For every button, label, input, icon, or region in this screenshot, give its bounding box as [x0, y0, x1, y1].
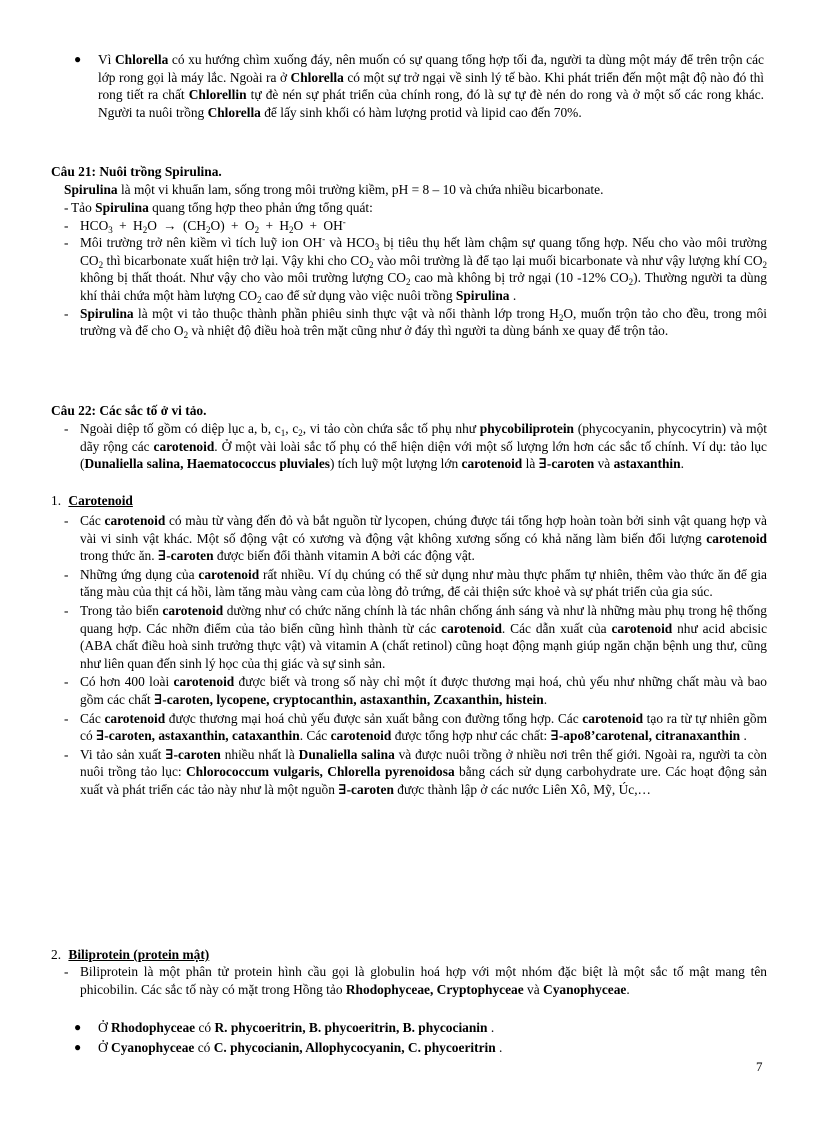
- subscript: 2: [289, 224, 294, 235]
- bold-term: Chlorella: [290, 69, 344, 85]
- subscript: 3: [108, 224, 113, 235]
- subscript: 2: [98, 259, 104, 270]
- dash-marker: -: [64, 513, 69, 528]
- text-run: thì bicarbonate xuất hiện trở lại. Vậy khi cho CO: [103, 252, 369, 268]
- text-run: ). Thường người ta dùng khí thải chứa một hàm lượng CO: [80, 270, 767, 303]
- text-run: .: [495, 1039, 503, 1055]
- bold-term: Rhodophyceae, Cryptophyceae: [345, 981, 524, 997]
- subscript: 2: [254, 224, 260, 235]
- text-run: O → (CH: [147, 217, 207, 233]
- text-run: bị tiêu thụ hết làm chậm sự quang tổng hợp. Nếu cho vào môi trường CO: [80, 235, 767, 268]
- list-item-text: [80, 512, 767, 565]
- subscript: 2: [628, 277, 634, 288]
- section-1-list: [64, 512, 767, 799]
- bold-term: carotenoid: [198, 566, 260, 582]
- section-2-heading: [51, 946, 209, 964]
- bold-term: Spirulina: [455, 287, 510, 303]
- q21-lead-text: [64, 181, 764, 199]
- text-run: ) tích luỹ một lượng lớn: [329, 456, 462, 472]
- bold-term: Spirulina: [80, 305, 134, 321]
- section-2-bullets: [74, 1019, 764, 1056]
- text-run: .: [740, 728, 747, 744]
- text-run: cao để sử dụng vào việc nuôi trồng: [261, 287, 456, 303]
- text-run: dường như có chức năng chính là tác nhân chống ánh sáng và như là những màu phụ trong hệ thống quang hợp. Các nhỡn điểm của tảo biển cũng hình thành từ các: [80, 602, 767, 636]
- text-run: HCO: [80, 217, 109, 233]
- text-run: cao mà không bị trở ngại (10 -12% CO: [410, 270, 629, 286]
- bullet-text: [98, 1039, 764, 1057]
- text-run: .: [543, 691, 548, 707]
- text-run: được thành lập ở các nước Liên Xô, Mỹ, Úc,…: [393, 781, 651, 797]
- bold-term: Chlorella: [115, 52, 169, 67]
- text-run: có: [194, 1039, 214, 1055]
- bold-term: ∃-caroten, lycopene, cryptocanthin, astaxanthin, Zcaxanthin, histein: [153, 691, 544, 707]
- text-run: Môi trường trở nên kiềm vì tích luỹ ion OH: [80, 235, 323, 251]
- bold-term: ∃-caroten: [338, 781, 394, 797]
- text-run: được thương mại hoá chủ yếu được sản xuất bằng con đường tổng hợp. Các: [165, 710, 583, 726]
- bold-term: carotenoid: [153, 438, 215, 454]
- text-run: Ở: [98, 1020, 112, 1035]
- text-run: và: [523, 981, 544, 997]
- list-item: [64, 234, 767, 304]
- text-run: có: [195, 1020, 215, 1035]
- bold-term: carotenoid: [461, 456, 523, 472]
- list-item-text: [71, 199, 767, 217]
- dash-marker: -: [64, 421, 69, 436]
- dash-marker: -: [64, 746, 69, 762]
- bold-term: Spirulina: [95, 200, 149, 215]
- superscript: -: [322, 234, 326, 245]
- heading-cau-22: Câu 22: Các sắc tố ở vi tảo.: [51, 403, 207, 418]
- bold-term: astaxanthin: [613, 456, 681, 472]
- bold-term: Cyanophyceae: [111, 1039, 195, 1055]
- bold-term: C. phycocianin, Allophycocyanin, C. phycoeritrin: [213, 1039, 496, 1055]
- dash-marker: -: [64, 200, 69, 215]
- text-run: có màu từ vàng đến đỏ và bắt nguồn từ lycopen, chúng được tái tổng hợp hoàn toàn bởi sinh vật quang hợp và vài vi sinh vật khác. Một số động vật có xương và động vật không xương sống có khả năng làm biến đổi lượng: [80, 513, 767, 546]
- text-run: Vi tảo sản xuất: [80, 746, 166, 762]
- bold-term: carotenoid: [611, 620, 673, 636]
- intro-paragraph: [98, 51, 764, 121]
- text-run: O) + O: [210, 217, 255, 233]
- dash-marker: -: [64, 235, 69, 251]
- list-item-text: [80, 746, 767, 799]
- text-run: được tổng hợp như các chất:: [391, 728, 551, 744]
- text-run: .: [509, 287, 517, 303]
- list-item: [64, 746, 767, 799]
- bold-term: carotenoid: [162, 602, 224, 618]
- text-run: . Các: [299, 728, 331, 744]
- subscript: 2: [298, 428, 303, 438]
- text-run: không bị thất thoát. Như vậy cho vào môi trường lượng CO: [80, 270, 406, 286]
- list-item-text: [80, 602, 767, 672]
- dash-marker: -: [64, 566, 69, 582]
- text-run: Vì: [98, 52, 115, 67]
- bold-term: carotenoid: [706, 530, 767, 546]
- list-item-text: [80, 710, 767, 745]
- q21-lead: [64, 181, 764, 199]
- bold-term: carotenoid: [104, 710, 166, 726]
- list-item-text: [80, 963, 767, 998]
- text-run: là một vi khuẩn lam, sống trong môi trường kiềm, pH = 8 – 10 và chứa nhiều bicarbonate.: [117, 182, 604, 197]
- text-run: trong thức ăn.: [80, 548, 158, 564]
- subscript: 2: [183, 330, 189, 341]
- page-number: 7: [756, 1059, 763, 1074]
- section-number: 2.: [51, 947, 62, 962]
- text-run: , c: [285, 421, 299, 436]
- text-run: bằng cách sử dụng carbohydrate ure. Các hoạt động sản xuất và phát triển các tảo này như là một nguồn: [80, 764, 767, 797]
- intro-bullet-item: [74, 51, 764, 121]
- bold-term: R. phycoeritrin, B. phycoeritrin, B. phycocianin: [214, 1020, 488, 1035]
- text-run: .: [626, 981, 630, 997]
- text-run: O + OH: [293, 217, 343, 233]
- dash-marker: -: [64, 964, 69, 979]
- text-run: Biliprotein là một phân tử protein hình cầu gọi là globulin hoá hợp với một nhóm đặc biệt là một sắc tố mật mang tên phicobilin. Các sắc tố này có mặt trong Hồng tảo: [80, 964, 767, 997]
- subscript: 3: [374, 242, 380, 253]
- text-run: được biết và trong số này chỉ một ít được thương mại hoá, chủ yếu như những chất màu và bao gồm các chất: [80, 674, 768, 707]
- subscript: 2: [405, 277, 411, 288]
- bold-term: ∃-caroten: [165, 746, 221, 762]
- list-item: [64, 673, 767, 708]
- text-run: và được nuôi trồng ở nhiều nơi trên thế giới. Ngoài ra, người ta còn nuôi trồng tảo lục:: [80, 746, 767, 780]
- text-run: Trong tảo biển: [80, 602, 163, 618]
- bold-term: Chlorococcum vulgaris, Chlorella pyrenoidosa: [186, 764, 455, 780]
- text-run: như acid abcisic (ABA chất điều hoà sinh trưởng thực vật) và vitamin A (chất retinol) cũng hoạt động mạnh giúp ngăn chặn bệnh ung thư, cũng như liên quan đến sinh lý học của thị giác và sự sinh sản.: [80, 620, 768, 671]
- bold-term: ∃-apo8’carotenal, citranaxanthin: [550, 728, 741, 744]
- reaction-equation: [80, 217, 767, 235]
- text-run: tự đè nén sự phát triển của chính rong, đó là sự tự đè nén do rong và ở một số các rong khác. Người ta nuôi trồng: [98, 87, 764, 120]
- section-title: Biliprotein (protein mật): [68, 947, 210, 962]
- subscript: 2: [257, 294, 262, 305]
- bullet-marker: ●: [74, 52, 82, 66]
- text-run: Những ứng dụng của: [80, 566, 199, 582]
- q22-intro: [64, 420, 767, 473]
- text-run: . Ở một vài loài sắc tố phụ có thể hiện diện với một số lượng lớn hơn các sắc tố chính. Ví dụ: tảo lục (: [80, 438, 767, 472]
- heading-cau-21: Câu 21: Nuôi trồng Spirulina.: [51, 164, 222, 179]
- text-run: là: [522, 456, 539, 472]
- text-run: và nhiệt độ điều hoà trên mặt cũng như ở đáy thì người ta dùng bánh xe quay để trộn tảo.: [188, 323, 669, 339]
- subscript: 2: [762, 259, 767, 270]
- section-2-list: [64, 963, 767, 998]
- bold-term: carotenoid: [104, 513, 166, 528]
- list-item-text: [80, 673, 767, 708]
- subscript: 1: [280, 428, 286, 438]
- list-item: [64, 420, 767, 473]
- text-run: được biến đổi thành vitamin A bởi các động vật.: [213, 548, 475, 564]
- bullet-marker: ●: [74, 1020, 82, 1034]
- dash-marker: -: [64, 305, 69, 321]
- text-run: Ngoài diệp tố gồm có diệp lục a, b, c: [80, 421, 281, 436]
- bold-term: Cyanophyceae: [543, 981, 627, 997]
- q21-list: [64, 199, 767, 340]
- section-number: 1.: [51, 493, 62, 508]
- subscript: 2: [558, 312, 564, 323]
- subscript: 2: [142, 224, 148, 235]
- list-item: [64, 602, 767, 672]
- section-title: Carotenoid: [68, 493, 133, 508]
- text-run: Tảo: [71, 200, 96, 215]
- bold-term: Chlorellin: [188, 87, 247, 103]
- text-run: , vi tảo còn chứa sắc tố phụ như: [302, 421, 480, 436]
- list-item: [64, 963, 767, 998]
- text-run: nhiều nhất là: [220, 746, 299, 762]
- text-run: Các: [80, 710, 105, 726]
- bullet-text: [98, 1019, 764, 1037]
- bullet-item: [74, 1039, 764, 1057]
- text-run: quang tổng hợp theo phản ứng tổng quát:: [148, 200, 373, 215]
- text-run: + H: [259, 217, 290, 233]
- text-run: . Các dẫn xuất của: [501, 620, 612, 636]
- text-run: và: [594, 456, 614, 472]
- text-run: Ở: [98, 1039, 112, 1055]
- list-item: [64, 217, 767, 235]
- bullet-item: [74, 1019, 764, 1037]
- list-item-text: [80, 234, 767, 304]
- bold-term: Dunaliella salina: [298, 746, 395, 762]
- text-run: để lấy sinh khối có hàm lượng protid và lipid cao đến 70%.: [260, 104, 582, 120]
- bold-term: carotenoid: [441, 620, 502, 636]
- text-run: + H: [112, 217, 143, 233]
- text-run: .: [487, 1020, 495, 1035]
- subscript: 2: [206, 224, 211, 235]
- text-run: (phycocyanin, phycocytrin) và một dãy rộng các: [80, 421, 767, 454]
- text-run: có một sự trở ngại về sinh lý tế bào. Khi phát triển đến một mật độ nào đó thì rong tiết ra chất: [98, 69, 764, 103]
- bold-term: carotenoid: [582, 710, 644, 726]
- superscript: -: [342, 216, 346, 227]
- list-item: [64, 710, 767, 745]
- list-item: [64, 512, 767, 565]
- list-item-text: [80, 420, 767, 473]
- list-item-text: [80, 566, 767, 601]
- text-run: và HCO: [325, 235, 375, 251]
- text-run: là một vi tảo thuộc thành phần phiêu sinh thực vật và nổi thành lớp trong H: [133, 305, 559, 321]
- bold-term: ∃-caroten: [157, 548, 214, 564]
- bold-term: Chlorella: [207, 104, 261, 120]
- bold-term: carotenoid: [330, 728, 392, 744]
- subscript: 2: [369, 259, 374, 270]
- list-item: [64, 305, 767, 340]
- text-run: Có hơn 400 loài: [80, 674, 174, 690]
- dash-marker: -: [64, 217, 69, 233]
- text-run: rất nhiều. Ví dụ chúng có thể sử dụng như màu thực phẩm tự nhiên, thêm vào thức ăn để gia tăng màu của thịt cá hồi, làm tăng màu vàng cam của lòng đỏ trứng, để cải thiện sức khoẻ và sự phát triển của gia súc.: [80, 566, 767, 600]
- dash-marker: -: [64, 674, 69, 690]
- list-item: [64, 566, 767, 601]
- bold-term: Dunaliella salina, Haematococcus pluviales: [84, 456, 330, 472]
- list-item-text: [80, 305, 767, 340]
- bold-term: carotenoid: [173, 674, 235, 690]
- list-item: [64, 199, 767, 217]
- text-run: Các: [80, 513, 105, 528]
- text-run: O, muốn trộn tảo cho đều, trong môi trường và để cho O: [80, 305, 767, 339]
- dash-marker: -: [64, 602, 69, 618]
- section-1-heading: [51, 492, 133, 510]
- dash-marker: -: [64, 710, 69, 726]
- bold-term: phycobiliprotein: [479, 421, 575, 436]
- bold-term: Rhodophyceae: [111, 1020, 196, 1035]
- bold-term: ∃-caroten, astaxanthin, cataxanthin: [96, 728, 300, 744]
- text-run: vào môi trường là để tạo lại muối bicarbonate và như vậy lượng khí CO: [373, 252, 763, 268]
- bold-term: ∃-caroten: [538, 456, 595, 472]
- text-run: có xu hướng chìm xuống đáy, nên muốn có sự quang tổng hợp tối đa, người ta dùng một máy để trên trộn các lớp rong gọi là máy lắc. Ngoài ra ở: [98, 52, 764, 85]
- bold-term: Spirulina: [64, 182, 118, 197]
- text-run: .: [680, 456, 684, 472]
- text-run: tạo ra từ tự nhiên gồm có: [80, 710, 767, 744]
- bullet-marker: ●: [74, 1039, 82, 1054]
